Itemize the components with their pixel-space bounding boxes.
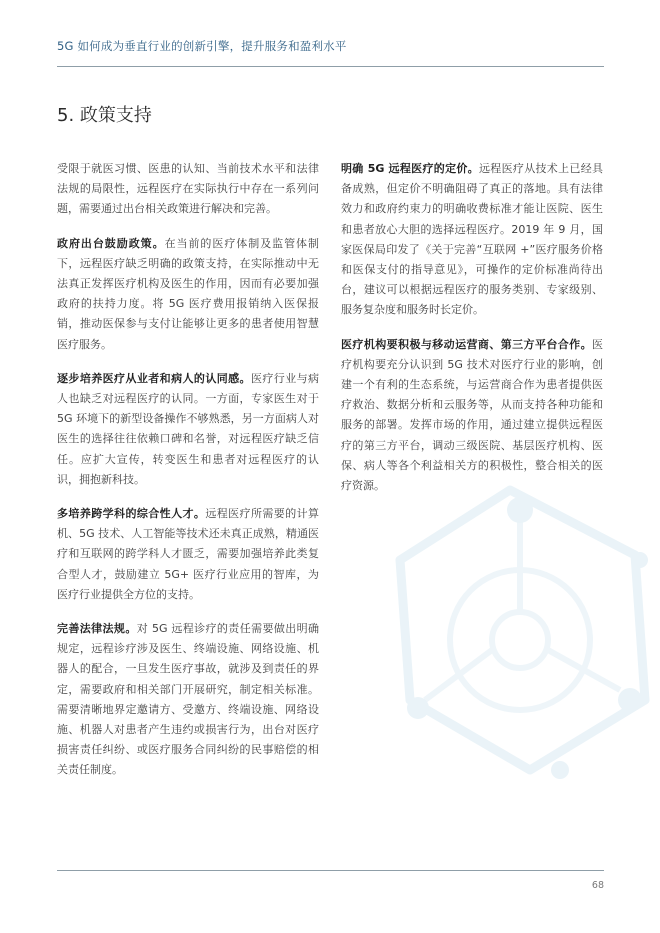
section-title: 5. 政策支持 — [57, 105, 152, 126]
page-header-title: 5G 如何成为垂直行业的创新引擎，提升服务和盈利水平 — [57, 39, 347, 53]
paragraph: 医疗机构要积极与移动运营商、第三方平台合作。医疗机构要充分认识到 5G 技术对医疗行业的影响，创建一个有利的生态系统，与运营商合作为患者提供医疗救治、数据分析和云服务等，从而支持各种功能和服务的部署。发挥市场的作用，通过建立提供远程医疗的第三方平台，调动三级医院、基层医疗机构、医保、病人等各个利益相关方的积极性，整合相关的医疗资源。 — [341, 337, 603, 493]
paragraph: 明确 5G 远程医疗的定价。远程医疗从技术上已经具备成熟，但定价不明确阻碍了真正的落地。具有法律效力和政府约束力的明确收费标准才能让医院、医生和患者放心大胆的选择远程医疗。2019 年 9 月，国家医保局印发了《关于完善“互联网 +”医疗服务价格和医保支付的指导意见》，可操作的定价标准尚待出台，建议可以根据远程医疗的服务类别、专家级别、服务复杂度和服务时长定价。 — [341, 162, 604, 317]
paragraph: 完善法律法规。对 5G 远程诊疗的责任需要做出明确规定，远程诊疗涉及医生、终端设施、网络设施、机器人的配合，一旦发生医疗事故，就涉及到责任的界定，需要政府和相关部门开展研究，制定相关标准。需要清晰地界定邀请方、受邀方、终端设施、网络设施、机器人对患者产生违约或损害行为，出台对医疗损害责任纠纷、或医疗服务合同纠纷的民事赔偿的相关责任制度。 — [57, 622, 320, 777]
footer-divider — [57, 870, 604, 871]
right-column — [341, 159, 603, 510]
paragraph: 受限于就医习惯、医患的认知、当前技术水平和法律法规的局限性，远程医疗在实际执行中存在一系列问题，需要通过出台相关政策进行解决和完善。 — [57, 162, 319, 216]
paragraph: 逐步培养医疗从业者和病人的认同感。医疗行业与病人也缺乏对远程医疗的认同。一方面，专家医生对于 5G 环境下的新型设备操作不够熟悉，另一方面病人对医生的选择往往依赖口碑和名誉，对远程医疗缺乏信任。应扩大宣传，转变医生和患者对远程医疗的认识，拥抱新科技。 — [57, 371, 320, 486]
paragraph: 政府出台鼓励政策。在当前的医疗体制及监管体制下，远程医疗缺乏明确的政策支持，在实际推动中无法真正发挥医疗机构及医生的作用，因而有必要加强政府的扶持力度。将 5G 医疗费用报销纳入医保报销，推动医保参与支付让能够让更多的患者使用智慧医疗服务。 — [57, 236, 320, 351]
left-column — [57, 159, 319, 795]
paragraph: 多培养跨学科的综合性人才。远程医疗所需要的计算机、5G 技术、人工智能等技术还未真正成熟，精通医疗和互联网的跨学科人才匮乏，需要加强培养此类复合型人才，鼓励建立 5G+ 医疗行业应用的智库，为医疗行业提供全方位的支持。 — [57, 507, 320, 601]
header-divider — [57, 66, 604, 67]
page-number: 68 — [591, 880, 604, 891]
